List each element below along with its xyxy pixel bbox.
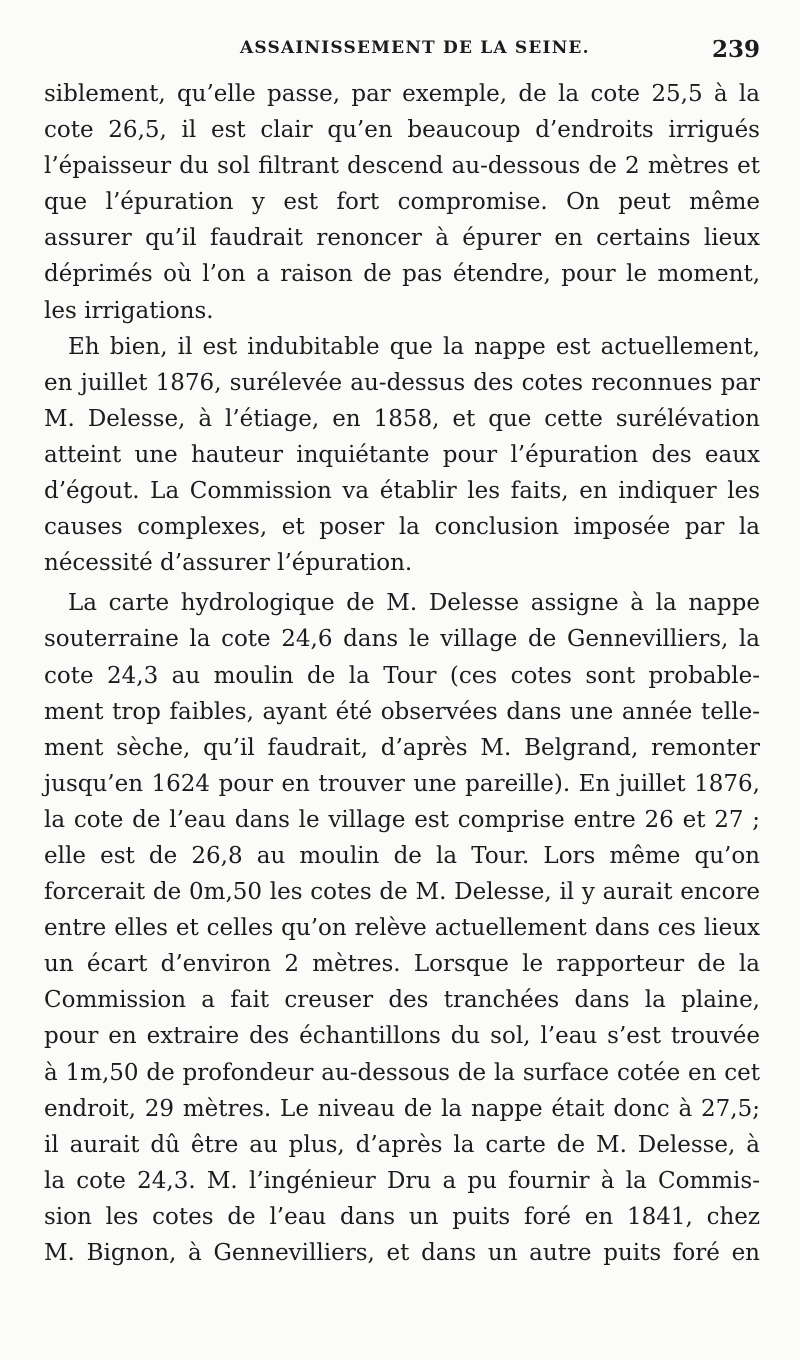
text-line: souterraine la cote 24,6 dans le village de Gennevilliers, la <box>44 626 760 653</box>
text-line: il aurait dû être au plus, d’après la carte de M. Delesse, à <box>44 1131 760 1158</box>
text-line: Commission a fait creuser des tranchées dans la plaine, <box>44 987 760 1014</box>
text-line: l’épaisseur du sol filtrant descend au-dessous de 2 mètres et <box>44 153 760 180</box>
text-line: endroit, 29 mètres. Le niveau de la nappe était donc à 27,5; <box>44 1095 760 1122</box>
text-line: la cote 24,3. M. l’ingénieur Dru a pu fournir à la Commis- <box>44 1167 760 1194</box>
text-line: jusqu’en 1624 pour en trouver une pareille). En juillet 1876, <box>44 770 760 797</box>
text-line: d’égout. La Commission va établir les faits, en indiquer les <box>44 478 760 505</box>
text-line: pour en extraire des échantillons du sol, l’eau s’est trouvée <box>44 1023 760 1050</box>
paragraph-1 <box>44 76 760 329</box>
paragraph-3 <box>44 585 760 1271</box>
paragraph-2 <box>44 329 760 582</box>
text-line: La carte hydrologique de M. Delesse assigne à la nappe <box>68 590 760 617</box>
text-line: ment trop faibles, ayant été observées dans une année telle- <box>44 698 760 725</box>
text-line: ment sèche, qu’il faudrait, d’après M. Belgrand, remonter <box>44 734 760 761</box>
text-line: que l’épuration y est fort compromise. On peut même <box>44 189 760 216</box>
text-line: en juillet 1876, surélevée au-dessus des cotes reconnues par <box>44 369 760 396</box>
body-text <box>44 76 760 1271</box>
text-line: cote 24,3 au moulin de la Tour (ces cotes sont probable- <box>44 662 760 689</box>
text-line: elle est de 26,8 au moulin de la Tour. Lors même qu’on <box>44 842 760 869</box>
text-line: cote 26,5, il est clair qu’en beaucoup d’endroits irrigués <box>44 117 760 144</box>
text-line: nécessité d’assurer l’épuration. <box>44 550 413 577</box>
text-line: causes complexes, et poser la conclusion imposée par la <box>44 514 760 541</box>
text-line: forcerait de 0m,50 les cotes de M. Delesse, il y aurait encore <box>44 879 760 906</box>
running-title: ASSAINISSEMENT DE LA SEINE. <box>240 38 590 58</box>
text-line: Eh bien, il est indubitable que la nappe est actuellement, <box>68 333 760 360</box>
page-number: 239 <box>711 36 760 63</box>
text-line: les irrigations. <box>44 297 214 324</box>
text-line: un écart d’environ 2 mètres. Lorsque le rapporteur de la <box>44 951 760 978</box>
text-line: à 1m,50 de profondeur au-dessous de la surface cotée en cet <box>44 1059 760 1086</box>
running-head <box>228 38 760 68</box>
text-line: assurer qu’il faudrait renoncer à épurer en certains lieux <box>44 225 760 252</box>
text-line: atteint une hauteur inquiétante pour l’épuration des eaux <box>44 441 760 468</box>
text-line: siblement, qu’elle passe, par exemple, de la cote 25,5 à la <box>44 81 760 107</box>
text-line: sion les cotes de l’eau dans un puits foré en 1841, chez <box>44 1203 760 1230</box>
text-line: M. Bignon, à Gennevilliers, et dans un autre puits foré en <box>44 1240 760 1266</box>
bleed-through-area <box>80 1336 720 1342</box>
text-line: la cote de l’eau dans le village est comprise entre 26 et 27 ; <box>44 806 760 833</box>
text-line: M. Delesse, à l’étiage, en 1858, et que cette surélévation <box>44 405 760 432</box>
text-line: entre elles et celles qu’on relève actuellement dans ces lieux <box>44 915 760 942</box>
text-line: déprimés où l’on a raison de pas étendre, pour le moment, <box>44 261 760 288</box>
